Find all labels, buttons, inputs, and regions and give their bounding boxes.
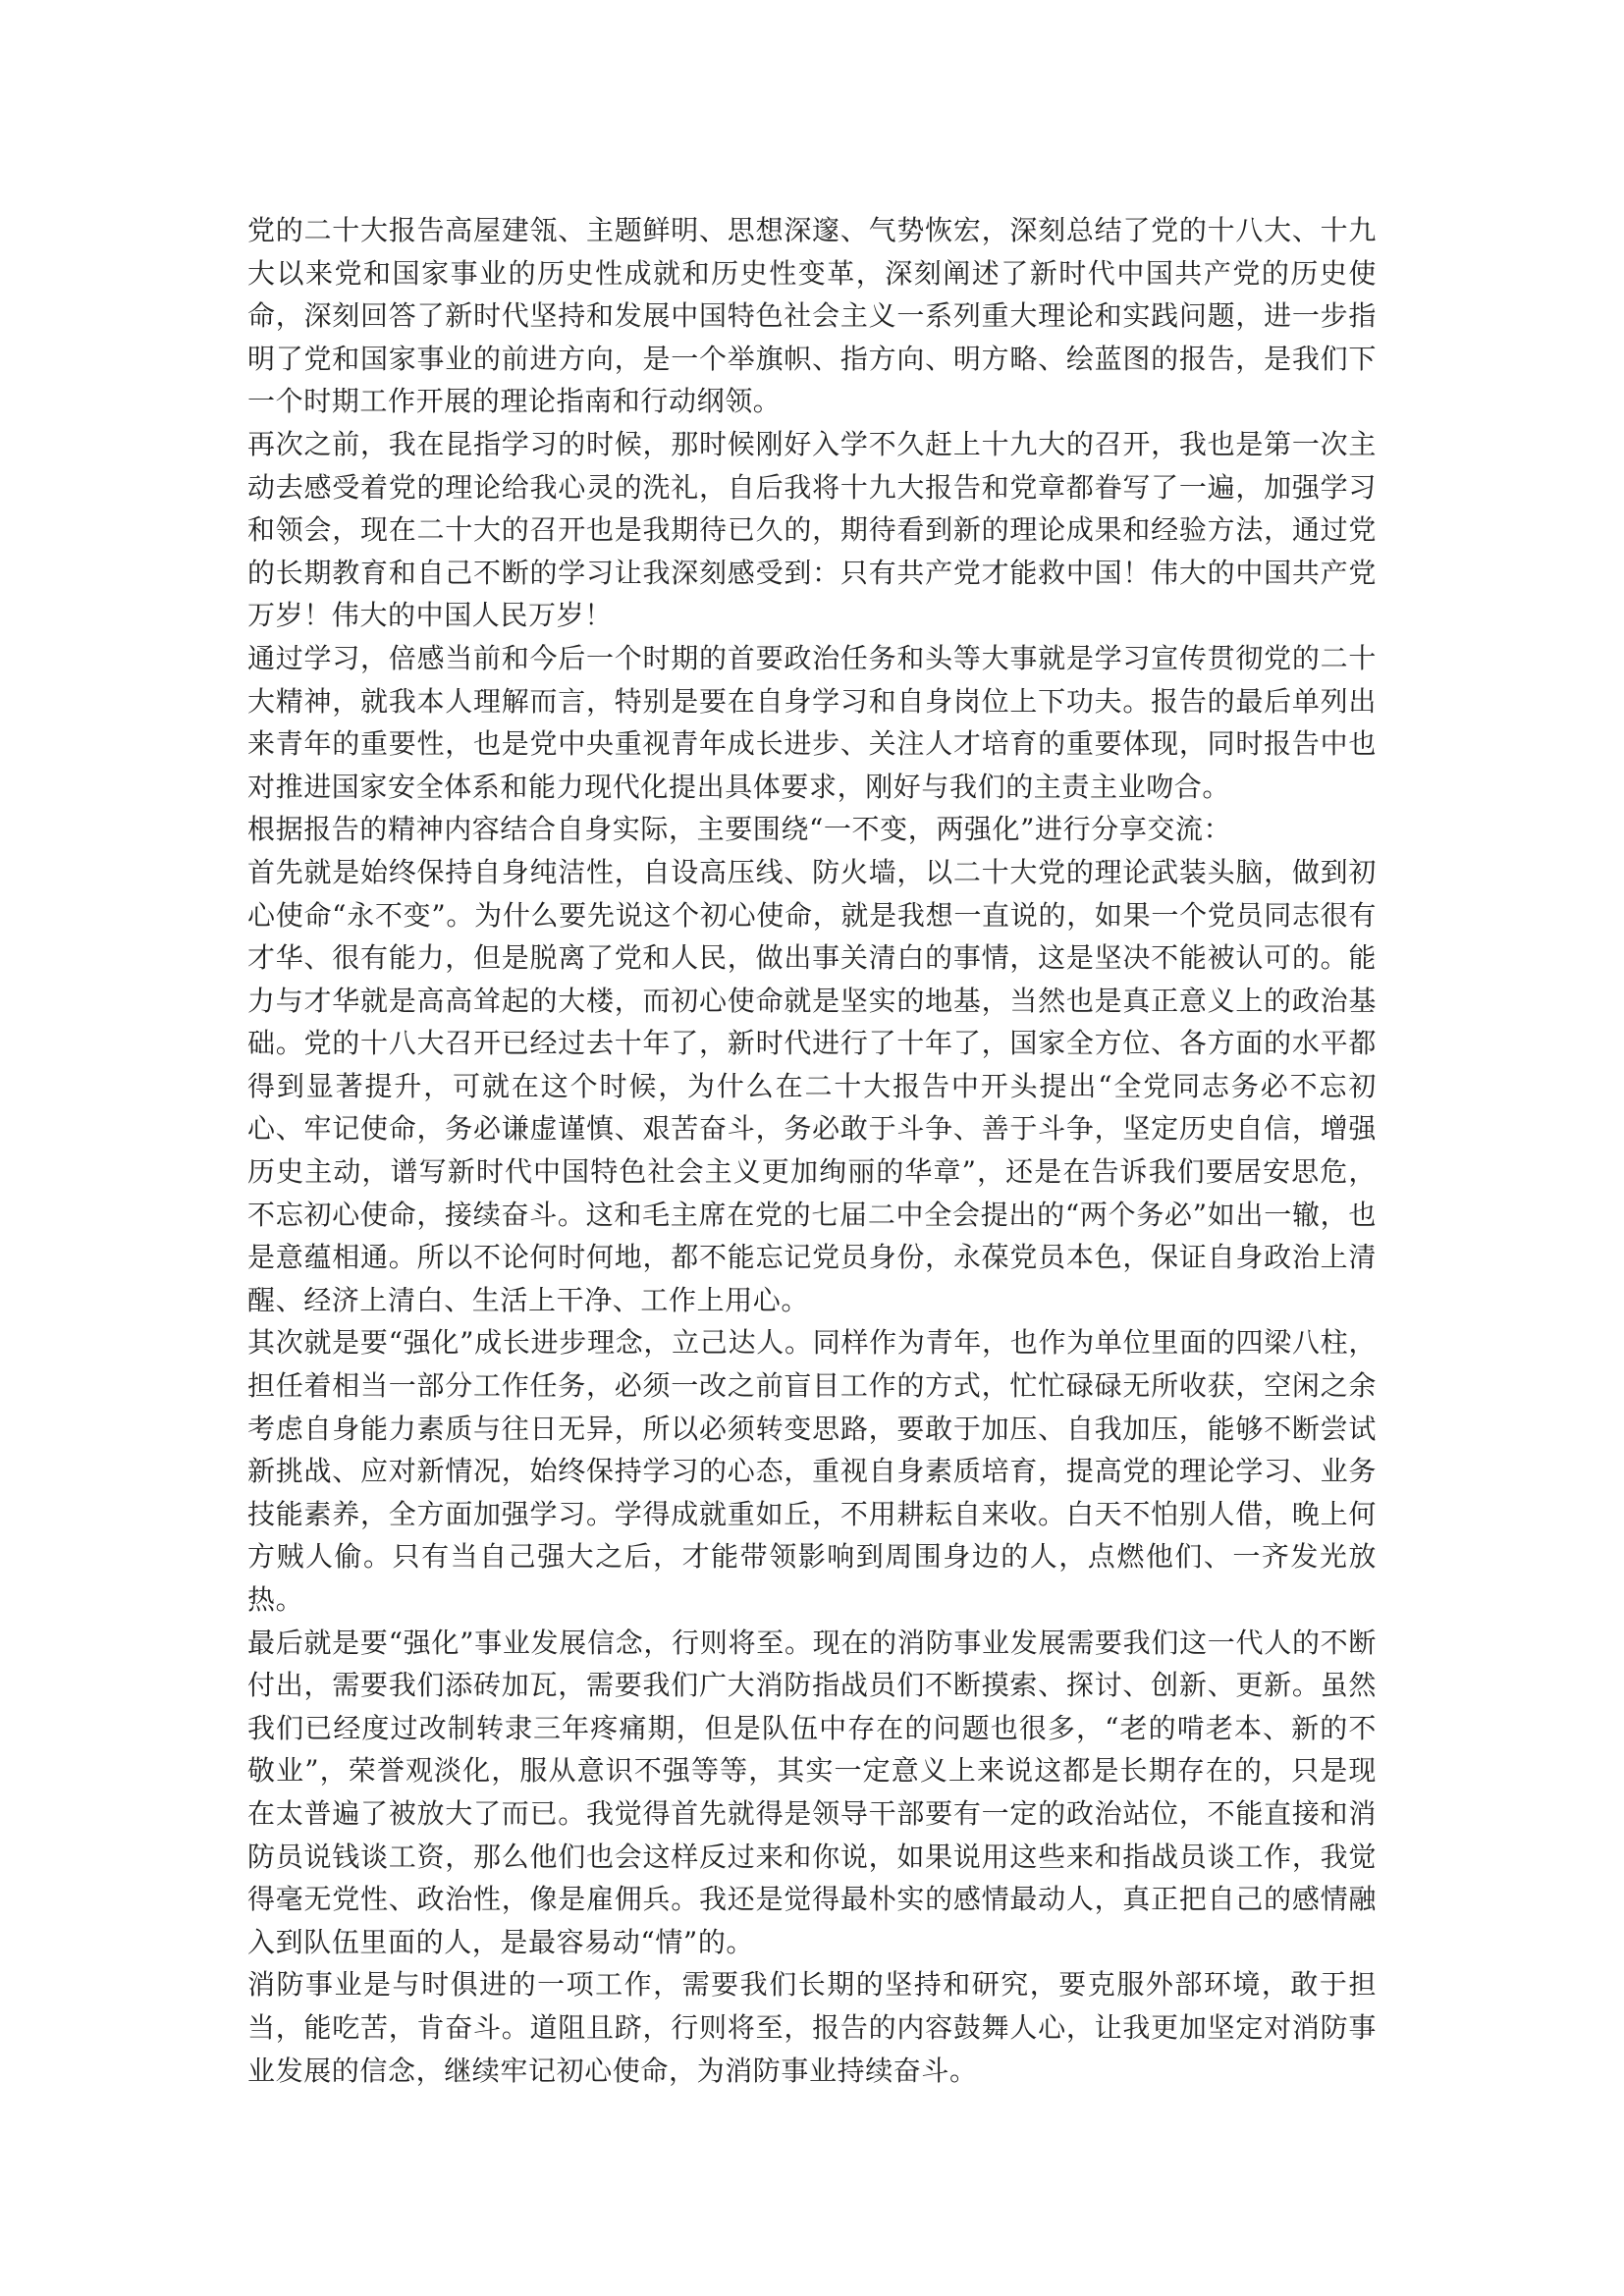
paragraph-third-point: 最后就是要“强化”事业发展信念，行则将至。现在的消防事业发展需要我们这一代人的不断付出，需要我们添砖加瓦，需要我们广大消防指战员们不断摸索、探讨、创新、更新。虽然我们已经度过改制转隶三年疼痛期，但是队伍中存在的问题也很多，“老的啃老本、新的不敬业”，荣誉观淡化，服从意识不强等等，其实一定意义上来说这都是长期存在的，只是现在太普遍了被放大了而已。我觉得首先就得是领导干部要有一定的政治站位，不能直接和消防员说钱谈工资，那么他们也会这样反过来和你说，如果说用这些来和指战员谈工作，我觉得毫无党性、政治性，像是雇佣兵。我还是觉得最朴实的感情最动人，真正把自己的感情融入到队伍里面的人，是最容易动“情”的。 — [247, 1626, 1377, 1958]
paragraph-outline: 根据报告的精神内容结合自身实际，主要围绕“一不变，两强化”进行分享交流： — [247, 813, 1232, 846]
paragraph-intro: 党的二十大报告高屋建瓴、主题鲜明、思想深邃、气势恢宏，深刻总结了党的十八大、十九大以来党和国家事业的历史性成就和历史性变革，深刻阐述了新时代中国共产党的历史使命，深刻回答了新时代坚持和发展中国特色社会主义一系列重大理论和实践问题，进一步指明了党和国家事业的前进方向，是一个举旗帜、指方向、明方略、绘蓝图的报告，是我们下一个时期工作开展的理论指南和行动纲领。 — [247, 214, 1377, 418]
paragraph-first-point: 首先就是始终保持自身纯洁性，自设高压线、防火墙，以二十大党的理论武装头脑，做到初心使命“永不变”。为什么要先说这个初心使命，就是我想一直说的，如果一个党员同志很有才华、很有能力，但是脱离了党和人民，做出事关清白的事情，这是坚决不能被认可的。能力与才华就是高高耸起的大楼，而初心使命就是坚实的地基，当然也是真正意义上的政治基础。党的十八大召开已经过去十年了，新时代进行了十年了，国家全方位、各方面的水平都得到显著提升，可就在这个时候，为什么在二十大报告中开头提出“全党同志务必不忘初心、牢记使命，务必谦虚谨慎、艰苦奋斗，务必敢于斗争、善于斗争，坚定历史自信，增强历史主动，谱写新时代中国特色社会主义更加绚丽的华章”，还是在告诉我们要居安思危，不忘初心使命，接续奋斗。这和毛主席在党的七届二中全会提出的“两个务必”如出一辙，也是意蕴相通。所以不论何时何地，都不能忘记党员身份，永葆党员本色，保证自身政治上清醒、经济上清白、生活上干净、工作上用心。 — [247, 855, 1377, 1316]
paragraph-second-point: 其次就是要“强化”成长进步理念，立己达人。同样作为青年，也作为单位里面的四梁八柱，担任着相当一部分工作任务，必须一改之前盲目工作的方式，忙忙碌碌无所收获，空闲之余考虑自身能力素质与往日无异，所以必须转变思路，要敢于加压、自我加压，能够不断尝试新挑战、应对新情况，始终保持学习的心态，重视自身素质培育，提高党的理论学习、业务技能素养，全方面加强学习。学得成就重如丘，不用耕耘自来收。白天不怕别人借，晚上何方贼人偷。只有当自己强大之后，才能带领影响到周围身边的人，点燃他们、一齐发光放热。 — [247, 1326, 1377, 1616]
paragraph-learning: 通过学习，倍感当前和今后一个时期的首要政治任务和头等大事就是学习宣传贯彻党的二十大精神，就我本人理解而言，特别是要在自身学习和自身岗位上下功夫。报告的最后单列出来青年的重要性，也是党中央重视青年成长进步、关注人才培育的重要体现，同时报告中也对推进国家安全体系和能力现代化提出具体要求，刚好与我们的主责主业吻合。 — [247, 641, 1377, 803]
paragraph-conclusion: 消防事业是与时俱进的一项工作，需要我们长期的坚持和研究，要克服外部环境，敢于担当，能吃苦，肯奋斗。道阻且跻，行则将至，报告的内容鼓舞人心，让我更加坚定对消防事业发展的信念，继续牢记初心使命，为消防事业持续奋斗。 — [247, 1968, 1377, 2087]
document-body — [247, 209, 1377, 2092]
paragraph-personal-study: 再次之前，我在昆指学习的时候，那时候刚好入学不久赶上十九大的召开，我也是第一次主动去感受着党的理论给我心灵的洗礼，自后我将十九大报告和党章都眷写了一遍，加强学习和领会，现在二十大的召开也是我期待已久的，期待看到新的理论成果和经验方法，通过党的长期教育和自己不断的学习让我深刻感受到：只有共产党才能救中国！伟大的中国共产党万岁！伟大的中国人民万岁！ — [247, 427, 1377, 632]
